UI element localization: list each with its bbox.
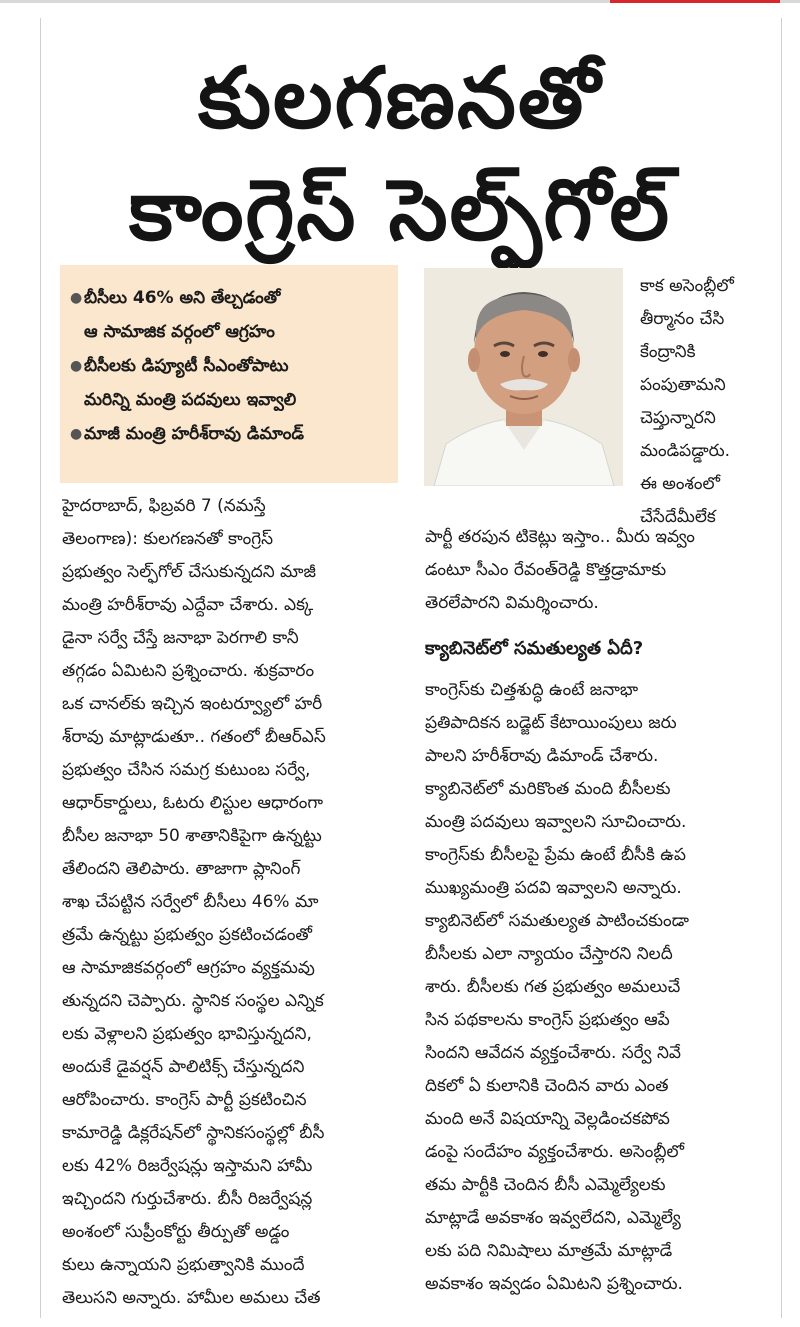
article-line: బీసీల జనాభా 50 శాతానికిపైగా ఉన్నట్టు	[62, 826, 322, 846]
headline-line-1: కులగణనతో	[198, 49, 602, 147]
article-line: శ్‌రావు మాట్లాడుతూ.. గతంలో బీఆర్‌ఎస్	[62, 727, 326, 747]
article-line: లకు పది నిమిషాలు మాత్రమే మాట్లాడే	[425, 1241, 673, 1261]
highlight-item-cont	[70, 315, 388, 349]
side-line: చేసేదేమీలేక	[640, 507, 716, 527]
article-line: మంత్రి హరీశ్‌రావు ఎద్దేవా చేశారు. ఎక్క	[62, 595, 314, 615]
article-line: తున్నదని చెప్పారు. స్థానిక సంస్థల ఎన్నిక	[62, 991, 324, 1011]
article-line: పాలని హరీశ్‌రావు డిమాండ్ చేశారు.	[425, 746, 659, 766]
article-line: ఇచ్చిందని గుర్తుచేశారు. బీసీ రిజర్వేషన్ల	[62, 1189, 313, 1209]
article-line: మాట్లాడే అవకాశం ఇవ్వలేదని, ఎమ్మెల్యే	[425, 1208, 681, 1228]
article-line: అందుకే డైవర్షన్ పాలిటిక్స్ చేస్తున్నదని	[62, 1057, 305, 1077]
article-line: ప్రభుత్వం చేసిన సమగ్ర కుటుంబ సర్వే,	[62, 760, 311, 780]
article-line: ఆధార్‌కార్డులు, ఓటరు లిస్టుల ఆధారంగా	[62, 793, 324, 813]
highlight-item	[70, 281, 388, 315]
article-line: తెలంగాణ): కులగణనతో కాంగ్రెస్	[62, 529, 274, 549]
side-line: మండిపడ్డారు.	[640, 441, 730, 461]
article-line: తెరలేపారని విమర్శించారు.	[425, 593, 599, 613]
article-line: శాఖ చేపట్టిన సర్వేలో బీసీలు 46% మా	[62, 892, 319, 912]
article-line: సిందని ఆవేదన వ్యక్తంచేశారు. సర్వే నివే	[425, 1043, 681, 1063]
article-line: ఆ సామాజికవర్గంలో ఆగ్రహం వ్యక్తమవు	[62, 958, 315, 978]
article-line: శారు. బీసీలకు గత ప్రభుత్వం అమలుచే	[425, 977, 681, 997]
highlight-item	[70, 349, 388, 383]
article-line: కాంగ్రెస్‌కు చిత్తశుద్ధి ఉంటే జనాభా	[425, 680, 639, 700]
side-line: కేంద్రానికి	[640, 342, 696, 362]
article-column-1	[62, 490, 400, 1315]
portrait-photo	[424, 268, 623, 486]
article-line: కామారెడ్డి డిక్లరేషన్‌లో స్థానికసంస్థల్లో బీసీ	[62, 1123, 325, 1143]
highlight-text: బీసీలకు డిప్యూటీ సీఎంతోపాటు	[84, 356, 289, 376]
article-line: అవకాశం ఇవ్వడం ఏమిటని ప్రశ్నించారు.	[425, 1274, 683, 1294]
side-line: చెప్తున్నారని	[640, 408, 716, 428]
article-line: డంపై సందేహం వ్యక్తంచేశారు. అసెంబ్లీలో	[425, 1142, 685, 1162]
bullet-icon: ●	[70, 426, 83, 442]
article-line: ఒక చానల్‌కు ఇచ్చిన ఇంటర్వ్యూలో హరీ	[62, 694, 323, 714]
article-line: కులు ఉన్నాయని ప్రభుత్వానికి ముందే	[62, 1255, 305, 1275]
article-line: తెలుసని అన్నారు. హామీల అమలు చేత	[62, 1288, 321, 1308]
article-line: బీసీలకు ఎలా న్యాయం చేస్తారని నిలదీ	[425, 944, 673, 964]
article-line: కాంగ్రెస్‌కు బీసీలపై ప్రేమ ఉంటే బీసీకి ఉప	[425, 845, 686, 865]
article-line: హైదరాబాద్, ఫిబ్రవరి 7 (నమస్తే	[62, 496, 266, 516]
top-rule	[0, 0, 800, 3]
highlight-item	[70, 417, 388, 451]
article-line: క్యాబినెట్‌లో మరికొంత మంది బీసీలకు	[425, 779, 671, 799]
article-line: ఆరోపించారు. కాంగ్రెస్ పార్టీ ప్రకటించిన	[62, 1090, 307, 1110]
article-line: త్రమే ఉన్నట్టు ప్రభుత్వం ప్రకటించడంతో	[62, 925, 313, 945]
article-line: లకు వెళ్లాలని ప్రభుత్వం భావిస్తున్నదని,	[62, 1024, 312, 1044]
article-line: తగ్గడం ఏమిటని ప్రశ్నించారు. శుక్రవారం	[62, 661, 315, 681]
highlight-text: ఆ సామాజిక వర్గంలో ఆగ్రహం	[84, 322, 275, 342]
article-line: తేలిందని తెలిపారు. తాజాగా ప్లానింగ్	[62, 859, 301, 879]
article-line: క్యాబినెట్‌లో సమతుల్యత పాటించకుండా	[425, 911, 689, 931]
portrait-illustration	[424, 268, 623, 486]
side-line: పంపుతామని	[640, 375, 726, 395]
article-line: ముఖ్యమంత్రి పదవి ఇవ్వాలని అన్నారు.	[425, 878, 682, 898]
article-column-2	[425, 521, 778, 1301]
article-line: డంటూ సీఎం రేవంత్‌రెడ్డి కొత్తడ్రామాకు	[425, 560, 667, 580]
highlight-text: మరిన్ని మంత్రి పదవులు ఇవ్వాలి	[84, 390, 297, 410]
article-line: పార్టీ తరపున టికెట్లు ఇస్తాం.. మీరు ఇవ్వం	[425, 527, 695, 547]
side-line: తీర్మానం చేసి	[640, 309, 725, 329]
bullet-icon: ●	[70, 358, 83, 374]
subheading: క్యాబినెట్‌లో సమతుల్యత ఏదీ?	[425, 638, 644, 659]
article-line: మంది అనే విషయాన్ని వెల్లడించకపోవ	[425, 1109, 670, 1129]
article-line: ప్రభుత్వం సెల్ఫ్‌గోల్ చేసుకున్నదని మాజీ	[62, 562, 316, 582]
bullet-icon: ●	[70, 290, 83, 306]
highlights-box	[60, 265, 398, 483]
headline	[0, 42, 800, 266]
article-line: మంత్రి పదవులు ఇవ్వాలని సూచించారు.	[425, 812, 687, 832]
side-line: ఈ అంశంలో	[640, 474, 720, 494]
article-line: ప్రతిపాదికన బడ్జెట్ కేటాయింపులు జరు	[425, 713, 677, 733]
article-line: డైనా సర్వే చేస్తే జనాభా పెరగాలి కానీ	[62, 628, 299, 648]
article-line: దికలో ఏ కులానికి చెందిన వారు ఎంత	[425, 1076, 669, 1096]
article-line: అంశంలో సుప్రీంకోర్టు తీర్పుతో అడ్డం	[62, 1222, 290, 1242]
highlight-text: బీసీలు 46% అని తేల్చడంతో	[84, 288, 281, 308]
article-line: సిన పథకాలను కాంగ్రెస్ ప్రభుత్వం ఆపే	[425, 1010, 670, 1030]
highlight-text: మాజీ మంత్రి హరీశ్‌రావు డిమాండ్	[84, 424, 304, 444]
top-rule-accent	[610, 0, 780, 3]
article-line: తమ పార్టీకి చెందిన బీసీ ఎమ్మెల్యేలకు	[425, 1175, 666, 1195]
highlight-item-cont	[70, 383, 388, 417]
headline-line-2: కాంగ్రెస్ సెల్ఫ్‌గోల్	[128, 161, 672, 259]
side-column	[640, 270, 778, 534]
article-line: లకు 42% రిజర్వేషన్లు ఇస్తామని హామీ	[62, 1156, 313, 1176]
side-line: కాక అసెంబ్లీలో	[640, 276, 734, 296]
